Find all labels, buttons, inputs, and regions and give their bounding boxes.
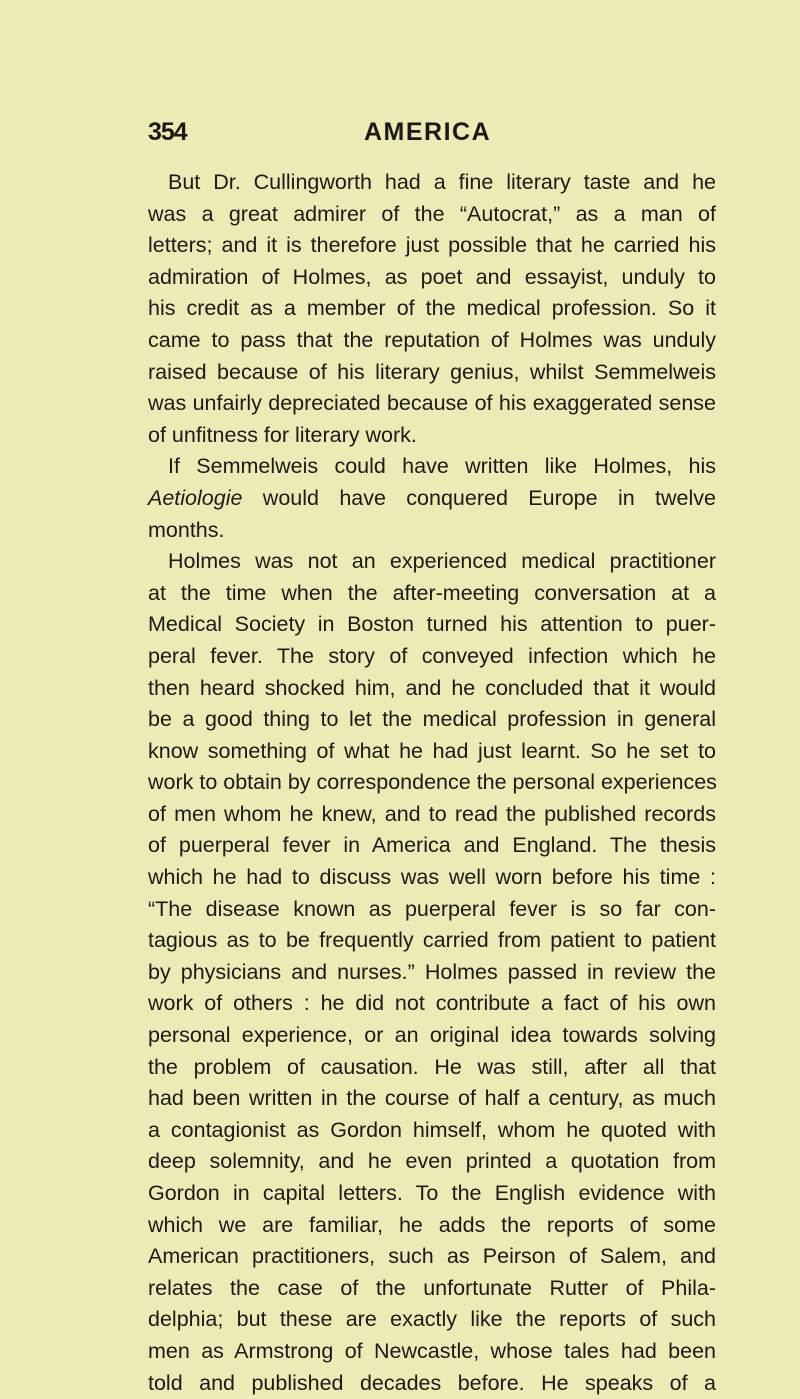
text-line: of unfitness for literary work. (148, 422, 417, 447)
text-line: admiration of Holmes, as poet and essayist, unduly to (148, 264, 716, 289)
paragraph-1 (148, 167, 716, 451)
text-line: his credit as a member of the medical profession. So it (148, 296, 716, 321)
text-line: was a great admirer of the “Autocrat,” as a man of (148, 201, 716, 226)
text-line: of men whom he knew, and to read the published records (148, 801, 716, 826)
paragraph-2 (148, 451, 716, 546)
text-line: which we are familiar, he adds the reports of some (148, 1212, 716, 1237)
text-line: a contagionist as Gordon himself, whom he quoted with (148, 1117, 716, 1142)
text-line: delphia; but these are exactly like the reports of such (148, 1307, 716, 1332)
text-line: had been written in the course of half a century, as much (148, 1086, 716, 1111)
text-line: letters; and it is therefore just possible that he carried his (148, 233, 716, 258)
text-line: “The disease known as puerperal fever is so far con- (148, 896, 716, 921)
text-fragment: would have conquered Europe in twelve (242, 485, 716, 510)
text-line: Holmes was not an experienced medical practitioner (168, 549, 716, 574)
text-line: Medical Society in Boston turned his attention to puer- (148, 612, 716, 637)
text-line (148, 483, 716, 515)
page-number: 354 (148, 118, 187, 146)
text-line: the problem of causation. He was still, after all that (148, 1054, 716, 1079)
text-line: If Semmelweis could have written like Holmes, his (168, 454, 716, 479)
text-line: by physicians and nurses.” Holmes passed in review the (148, 959, 716, 984)
text-line: deep solemnity, and he even printed a quotation from (148, 1149, 716, 1174)
text-line: was unfairly depreciated because of his exaggerated sense (148, 391, 716, 416)
text-line: told and published decades before. He speaks of a (148, 1370, 716, 1395)
text-line: know something of what he had just learnt. So he set to (148, 738, 716, 763)
text-line: personal experience, or an original idea towards solving (148, 1023, 716, 1048)
text-line: work of others : he did not contribute a fact of his own (148, 991, 716, 1016)
text-line: which he had to discuss was well worn before his time : (148, 865, 716, 890)
text-line: months. (148, 517, 225, 542)
text-line: at the time when the after-meeting conversation at a (148, 580, 716, 605)
paragraph-3 (148, 546, 716, 1399)
text-line: work to obtain by correspondence the personal experiences (148, 770, 717, 795)
text-line: raised because of his literary genius, whilst Semmelweis (148, 359, 716, 384)
text-line: came to pass that the reputation of Holmes was unduly (148, 327, 716, 352)
body-text (148, 167, 716, 1399)
text-line: relates the case of the unfortunate Rutter of Phila- (148, 1275, 716, 1300)
text-line: then heard shocked him, and he concluded that it would (148, 675, 716, 700)
text-line: tagious as to be frequently carried from patient to patient (148, 928, 716, 953)
text-line: American practitioners, such as Peirson of Salem, and (148, 1244, 716, 1269)
page-header (148, 118, 708, 150)
text-line: Gordon in capital letters. To the English evidence with (148, 1181, 716, 1205)
text-line: men as Armstrong of Newcastle, whose tales had been (148, 1338, 716, 1363)
text-line: peral fever. The story of conveyed infection which he (148, 643, 716, 668)
text-line: But Dr. Cullingworth had a fine literary taste and he (168, 170, 716, 194)
text-line: be a good thing to let the medical profession in general (148, 707, 716, 732)
running-head: AMERICA (364, 118, 492, 146)
text-line: of puerperal fever in America and England. The thesis (148, 833, 716, 858)
book-title: Aetiologie (148, 485, 243, 510)
